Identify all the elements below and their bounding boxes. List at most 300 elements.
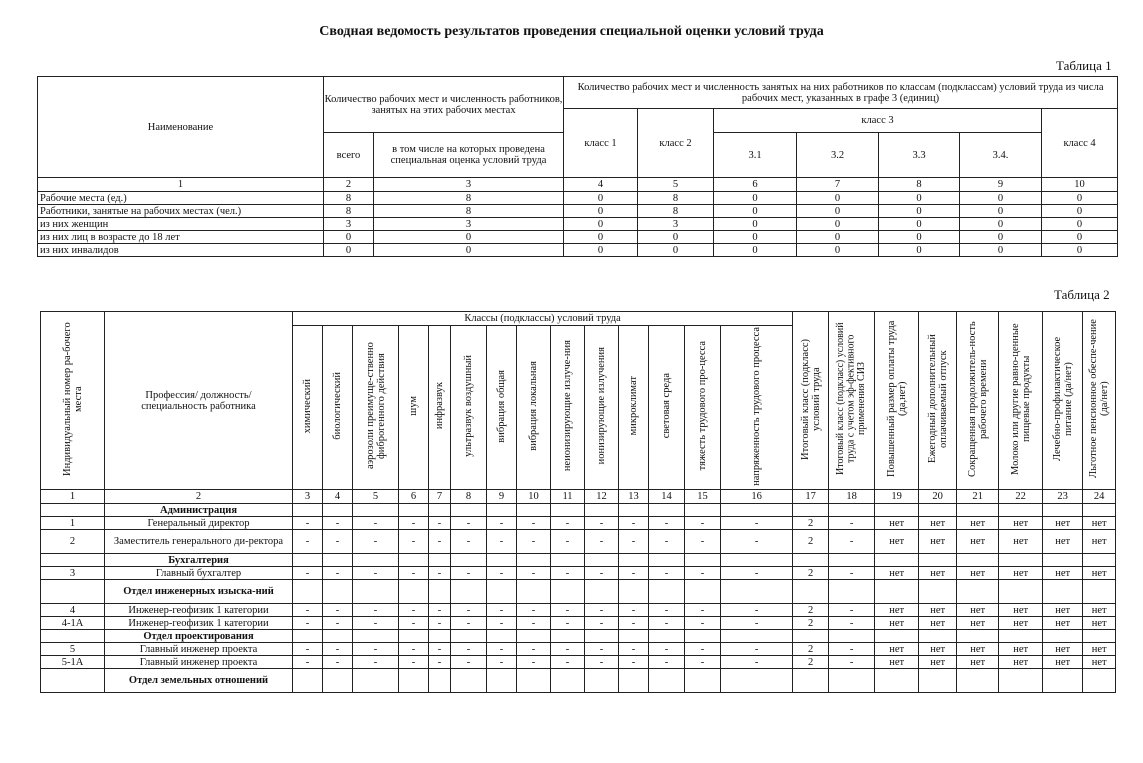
cell-value: 0 xyxy=(324,244,374,257)
empty-cell xyxy=(619,554,649,567)
empty-cell xyxy=(875,554,919,567)
factor-class: - xyxy=(517,656,551,669)
guarantee-value: нет xyxy=(1083,517,1116,530)
department-row xyxy=(41,580,1116,604)
col22-header: Молоко или другие равно-ценные пищевые продукты xyxy=(999,312,1043,490)
cell-value: 3 xyxy=(638,218,714,231)
col19-header: Повышенный размер оплаты труда (да,нет) xyxy=(875,312,919,490)
guarantee-value: нет xyxy=(999,643,1043,656)
factor-class: - xyxy=(353,617,399,630)
factor-class: - xyxy=(585,643,619,656)
empty-cell xyxy=(41,554,105,567)
department-name: Отдел проектирования xyxy=(105,630,293,643)
empty-cell xyxy=(721,580,793,604)
factor-class: - xyxy=(585,656,619,669)
factor-class: - xyxy=(685,517,721,530)
empty-cell xyxy=(619,669,649,693)
department-row xyxy=(41,554,1116,567)
guarantee-value: нет xyxy=(919,656,957,669)
factor-class: - xyxy=(293,567,323,580)
row-label: Рабочие места (ед.) xyxy=(38,192,324,205)
column-number: 4 xyxy=(323,490,353,504)
empty-cell xyxy=(1083,554,1116,567)
factor-class: - xyxy=(685,604,721,617)
row-label: Работники, занятые на рабочих местах (чел.) xyxy=(38,205,324,218)
guarantee-value: нет xyxy=(875,517,919,530)
empty-cell xyxy=(353,669,399,693)
empty-cell xyxy=(353,630,399,643)
workplace-number: 2 xyxy=(41,530,105,554)
guarantee-value: нет xyxy=(957,617,999,630)
cell-value: 8 xyxy=(638,192,714,205)
empty-cell xyxy=(353,504,399,517)
empty-cell xyxy=(429,630,451,643)
guarantee-value: нет xyxy=(1043,567,1083,580)
factor-header: ультразвук воздушный xyxy=(451,326,487,490)
factor-class: - xyxy=(721,643,793,656)
factor-class: - xyxy=(585,604,619,617)
department-name: Отдел инженерных изыска-ний xyxy=(105,580,293,604)
column-numbers-row xyxy=(38,178,1118,192)
factor-class: - xyxy=(721,617,793,630)
cell-value: 0 xyxy=(1042,192,1118,205)
column-number: 2 xyxy=(324,178,374,192)
empty-cell xyxy=(721,630,793,643)
final-class-header: Итоговый класс (подкласс) условий труда xyxy=(793,312,829,490)
factor-class: - xyxy=(451,604,487,617)
factor-class: - xyxy=(399,567,429,580)
empty-cell xyxy=(585,554,619,567)
column-number: 16 xyxy=(721,490,793,504)
factor-header: шум xyxy=(399,326,429,490)
profession-name: Главный бухгалтер xyxy=(105,567,293,580)
factor-class: - xyxy=(487,643,517,656)
factor-class: - xyxy=(353,604,399,617)
cell-value: 0 xyxy=(879,192,960,205)
workplace-number: 5-1А xyxy=(41,656,105,669)
empty-cell xyxy=(829,669,875,693)
empty-cell xyxy=(619,580,649,604)
cell-value: 0 xyxy=(564,244,638,257)
guarantee-value: нет xyxy=(1083,604,1116,617)
column-number: 9 xyxy=(960,178,1042,192)
factor-class: - xyxy=(517,604,551,617)
department-name: Администрация xyxy=(105,504,293,517)
guarantee-value: нет xyxy=(957,530,999,554)
empty-cell xyxy=(875,504,919,517)
class1-header: класс 1 xyxy=(564,109,638,178)
factor-class: - xyxy=(551,617,585,630)
empty-cell xyxy=(323,554,353,567)
workplace-number: 4-1А xyxy=(41,617,105,630)
empty-cell xyxy=(919,669,957,693)
department-name: Бухгалтерия xyxy=(105,554,293,567)
empty-cell xyxy=(957,630,999,643)
empty-cell xyxy=(429,504,451,517)
empty-cell xyxy=(41,504,105,517)
column-number: 5 xyxy=(638,178,714,192)
cell-value: 8 xyxy=(638,205,714,218)
table-row xyxy=(41,643,1116,656)
name-header: Наименование xyxy=(38,77,324,178)
factor-class: - xyxy=(619,517,649,530)
factor-class: - xyxy=(451,656,487,669)
col20-header: Ежегодный дополнительный оплачиваемый отпуск xyxy=(919,312,957,490)
cell-value: 0 xyxy=(879,231,960,244)
final-class: 2 xyxy=(793,517,829,530)
factor-header: ионизирующие излучения xyxy=(585,326,619,490)
guarantee-value: нет xyxy=(957,656,999,669)
factor-class: - xyxy=(399,643,429,656)
empty-cell xyxy=(293,554,323,567)
table-2-label: Таблица 2 xyxy=(1054,287,1110,302)
cell-value: 0 xyxy=(797,192,879,205)
factor-class: - xyxy=(685,567,721,580)
table-row xyxy=(41,604,1116,617)
factor-class: - xyxy=(487,604,517,617)
column-number: 7 xyxy=(429,490,451,504)
empty-cell xyxy=(399,504,429,517)
factor-class: - xyxy=(487,617,517,630)
factor-class: - xyxy=(323,617,353,630)
final-class-siz: - xyxy=(829,517,875,530)
department-row xyxy=(41,504,1116,517)
guarantee-value: нет xyxy=(875,643,919,656)
table-row xyxy=(38,218,1118,231)
empty-cell xyxy=(1043,630,1083,643)
final-class: 2 xyxy=(793,643,829,656)
factor-class: - xyxy=(323,656,353,669)
factor-class: - xyxy=(429,617,451,630)
final-class-siz: - xyxy=(829,530,875,554)
cell-value: 0 xyxy=(564,192,638,205)
column-number: 14 xyxy=(649,490,685,504)
factor-header: неионизирующие излуче-ния xyxy=(551,326,585,490)
cell-value: 0 xyxy=(1042,244,1118,257)
empty-cell xyxy=(793,580,829,604)
factor-class: - xyxy=(451,567,487,580)
factor-class: - xyxy=(551,567,585,580)
guarantee-value: нет xyxy=(1083,656,1116,669)
empty-cell xyxy=(721,504,793,517)
final-class-siz: - xyxy=(829,567,875,580)
cell-value: 0 xyxy=(879,244,960,257)
factor-header: вибрация общая xyxy=(487,326,517,490)
empty-cell xyxy=(649,630,685,643)
cell-value: 0 xyxy=(797,205,879,218)
empty-cell xyxy=(957,504,999,517)
class4-header: класс 4 xyxy=(1042,109,1118,178)
factor-class: - xyxy=(517,643,551,656)
cell-value: 0 xyxy=(714,218,797,231)
department-row xyxy=(41,630,1116,643)
row-label: из них женщин xyxy=(38,218,324,231)
empty-cell xyxy=(451,630,487,643)
empty-cell xyxy=(829,630,875,643)
factor-class: - xyxy=(399,656,429,669)
empty-cell xyxy=(585,580,619,604)
empty-cell xyxy=(919,580,957,604)
empty-cell xyxy=(551,580,585,604)
empty-cell xyxy=(399,554,429,567)
empty-cell xyxy=(399,580,429,604)
table-row xyxy=(41,617,1116,630)
empty-cell xyxy=(793,630,829,643)
column-number: 17 xyxy=(793,490,829,504)
empty-cell xyxy=(293,504,323,517)
factor-class: - xyxy=(353,517,399,530)
empty-cell xyxy=(1083,630,1116,643)
workplace-number: 5 xyxy=(41,643,105,656)
empty-cell xyxy=(487,630,517,643)
empty-cell xyxy=(451,554,487,567)
factor-class: - xyxy=(649,656,685,669)
empty-cell xyxy=(551,504,585,517)
factor-class: - xyxy=(293,604,323,617)
factor-header: тяжесть трудового про-цесса xyxy=(685,326,721,490)
table-1-label: Таблица 1 xyxy=(1056,58,1112,73)
cell-value: 0 xyxy=(638,231,714,244)
factor-class: - xyxy=(685,617,721,630)
factor-class: - xyxy=(585,617,619,630)
row-label: из них лиц в возрасте до 18 лет xyxy=(38,231,324,244)
guarantee-value: нет xyxy=(919,643,957,656)
factor-header: биологический xyxy=(323,326,353,490)
cell-value: 0 xyxy=(564,205,638,218)
empty-cell xyxy=(875,580,919,604)
factor-class: - xyxy=(551,530,585,554)
table-row xyxy=(41,530,1116,554)
final-class-siz-header: Итоговый класс (подкласс) условий труда с учетом эф-фективного применения СИЗ xyxy=(829,312,875,490)
classes-group-header: Классы (подклассы) условий труда xyxy=(293,312,793,326)
cell-value: 0 xyxy=(324,231,374,244)
cell-value: 0 xyxy=(374,244,564,257)
empty-cell xyxy=(793,669,829,693)
factor-class: - xyxy=(323,604,353,617)
empty-cell xyxy=(551,630,585,643)
guarantee-value: нет xyxy=(999,604,1043,617)
empty-cell xyxy=(293,669,323,693)
guarantee-value: нет xyxy=(1043,617,1083,630)
profession-name: Главный инженер проекта xyxy=(105,643,293,656)
column-number: 2 xyxy=(105,490,293,504)
factor-class: - xyxy=(685,656,721,669)
factor-class: - xyxy=(649,617,685,630)
count-group-header: Количество рабочих мест и численность работников, занятых на этих рабочих местах xyxy=(324,77,564,133)
column-number: 24 xyxy=(1083,490,1116,504)
guarantee-value: нет xyxy=(957,643,999,656)
guarantee-value: нет xyxy=(1043,517,1083,530)
guarantee-value: нет xyxy=(1043,643,1083,656)
factor-class: - xyxy=(619,617,649,630)
summary-table xyxy=(37,76,1118,257)
final-class: 2 xyxy=(793,656,829,669)
col21-header: Сокращенная продолжитель-ность рабочего времени xyxy=(957,312,999,490)
col24-header: Льготное пенсионное обеспе-чение (да/нет) xyxy=(1083,312,1116,490)
factor-header: инфразвук xyxy=(429,326,451,490)
final-class: 2 xyxy=(793,604,829,617)
empty-cell xyxy=(957,554,999,567)
guarantee-value: нет xyxy=(999,656,1043,669)
factor-class: - xyxy=(399,530,429,554)
empty-cell xyxy=(999,504,1043,517)
class32-header: 3.2 xyxy=(797,133,879,178)
empty-cell xyxy=(685,669,721,693)
column-number: 6 xyxy=(714,178,797,192)
final-class-siz: - xyxy=(829,643,875,656)
guarantee-value: нет xyxy=(875,617,919,630)
empty-cell xyxy=(649,669,685,693)
cell-value: 0 xyxy=(1042,205,1118,218)
profession-name: Инженер-геофизик 1 категории xyxy=(105,604,293,617)
factor-class: - xyxy=(649,517,685,530)
cell-value: 0 xyxy=(960,205,1042,218)
factor-header: световая среда xyxy=(649,326,685,490)
guarantee-value: нет xyxy=(875,567,919,580)
factor-class: - xyxy=(399,617,429,630)
empty-cell xyxy=(919,554,957,567)
empty-cell xyxy=(487,580,517,604)
factor-class: - xyxy=(619,530,649,554)
profession-header: Профессия/ должность/ специальность работника xyxy=(105,312,293,490)
page-title: Сводная ведомость результатов проведения специальной оценки условий труда xyxy=(319,24,824,39)
factor-class: - xyxy=(323,643,353,656)
empty-cell xyxy=(399,669,429,693)
class31-header: 3.1 xyxy=(714,133,797,178)
column-number: 6 xyxy=(399,490,429,504)
column-number: 8 xyxy=(451,490,487,504)
empty-cell xyxy=(619,504,649,517)
profession-name: Генеральный директор xyxy=(105,517,293,530)
empty-cell xyxy=(429,554,451,567)
workplace-number: 3 xyxy=(41,567,105,580)
column-number: 3 xyxy=(293,490,323,504)
factor-class: - xyxy=(685,530,721,554)
empty-cell xyxy=(451,669,487,693)
factor-class: - xyxy=(293,530,323,554)
empty-cell xyxy=(323,504,353,517)
class2-header: класс 2 xyxy=(638,109,714,178)
guarantee-value: нет xyxy=(919,617,957,630)
factor-class: - xyxy=(517,567,551,580)
factor-class: - xyxy=(551,604,585,617)
factor-class: - xyxy=(451,643,487,656)
cell-value: 0 xyxy=(797,218,879,231)
empty-cell xyxy=(999,630,1043,643)
column-number: 1 xyxy=(41,490,105,504)
factor-class: - xyxy=(429,656,451,669)
guarantee-value: нет xyxy=(919,604,957,617)
factor-class: - xyxy=(487,656,517,669)
cell-value: 3 xyxy=(374,218,564,231)
cell-value: 0 xyxy=(960,218,1042,231)
col23-header: Лечебно-профилактическое питание (да/нет) xyxy=(1043,312,1083,490)
column-number: 1 xyxy=(38,178,324,192)
empty-cell xyxy=(1043,580,1083,604)
empty-cell xyxy=(41,630,105,643)
empty-cell xyxy=(323,669,353,693)
factor-class: - xyxy=(353,530,399,554)
empty-cell xyxy=(919,630,957,643)
empty-cell xyxy=(487,669,517,693)
factor-class: - xyxy=(585,567,619,580)
empty-cell xyxy=(999,580,1043,604)
guarantee-value: нет xyxy=(1043,530,1083,554)
cell-value: 0 xyxy=(879,205,960,218)
factor-header: напряженность трудового процесса xyxy=(721,326,793,490)
class3-header: класс 3 xyxy=(714,109,1042,133)
column-number: 21 xyxy=(957,490,999,504)
table-row xyxy=(38,205,1118,218)
final-class-siz: - xyxy=(829,617,875,630)
guarantee-value: нет xyxy=(999,517,1043,530)
factor-class: - xyxy=(353,567,399,580)
empty-cell xyxy=(585,504,619,517)
empty-cell xyxy=(1043,554,1083,567)
final-class-siz: - xyxy=(829,604,875,617)
empty-cell xyxy=(1083,580,1116,604)
empty-cell xyxy=(875,669,919,693)
factor-header: микроклимат xyxy=(619,326,649,490)
factor-class: - xyxy=(517,530,551,554)
factor-class: - xyxy=(649,604,685,617)
workplace-number: 1 xyxy=(41,517,105,530)
factor-class: - xyxy=(451,517,487,530)
guarantee-value: нет xyxy=(1043,656,1083,669)
empty-cell xyxy=(957,580,999,604)
empty-cell xyxy=(323,630,353,643)
factor-header: химический xyxy=(293,326,323,490)
cell-value: 0 xyxy=(797,231,879,244)
empty-cell xyxy=(649,504,685,517)
guarantee-value: нет xyxy=(957,604,999,617)
empty-cell xyxy=(293,580,323,604)
column-number: 13 xyxy=(619,490,649,504)
empty-cell xyxy=(999,669,1043,693)
guarantee-value: нет xyxy=(1083,567,1116,580)
empty-cell xyxy=(1043,504,1083,517)
guarantee-value: нет xyxy=(957,517,999,530)
factor-class: - xyxy=(721,604,793,617)
factor-class: - xyxy=(721,517,793,530)
empty-cell xyxy=(1083,504,1116,517)
cell-value: 0 xyxy=(1042,218,1118,231)
empty-cell xyxy=(649,554,685,567)
factor-class: - xyxy=(429,643,451,656)
factor-class: - xyxy=(585,530,619,554)
empty-cell xyxy=(957,669,999,693)
column-number: 10 xyxy=(1042,178,1118,192)
empty-cell xyxy=(685,580,721,604)
column-number: 9 xyxy=(487,490,517,504)
profession-name: Главный инженер проекта xyxy=(105,656,293,669)
empty-cell xyxy=(517,630,551,643)
factor-class: - xyxy=(451,530,487,554)
factor-class: - xyxy=(429,530,451,554)
cell-value: 8 xyxy=(324,192,374,205)
column-number: 10 xyxy=(517,490,551,504)
final-class-siz: - xyxy=(829,656,875,669)
factor-class: - xyxy=(685,643,721,656)
class33-header: 3.3 xyxy=(879,133,960,178)
empty-cell xyxy=(451,580,487,604)
column-number: 11 xyxy=(551,490,585,504)
cell-value: 0 xyxy=(714,231,797,244)
cell-value: 0 xyxy=(564,231,638,244)
column-number: 7 xyxy=(797,178,879,192)
empty-cell xyxy=(585,669,619,693)
factor-class: - xyxy=(721,656,793,669)
